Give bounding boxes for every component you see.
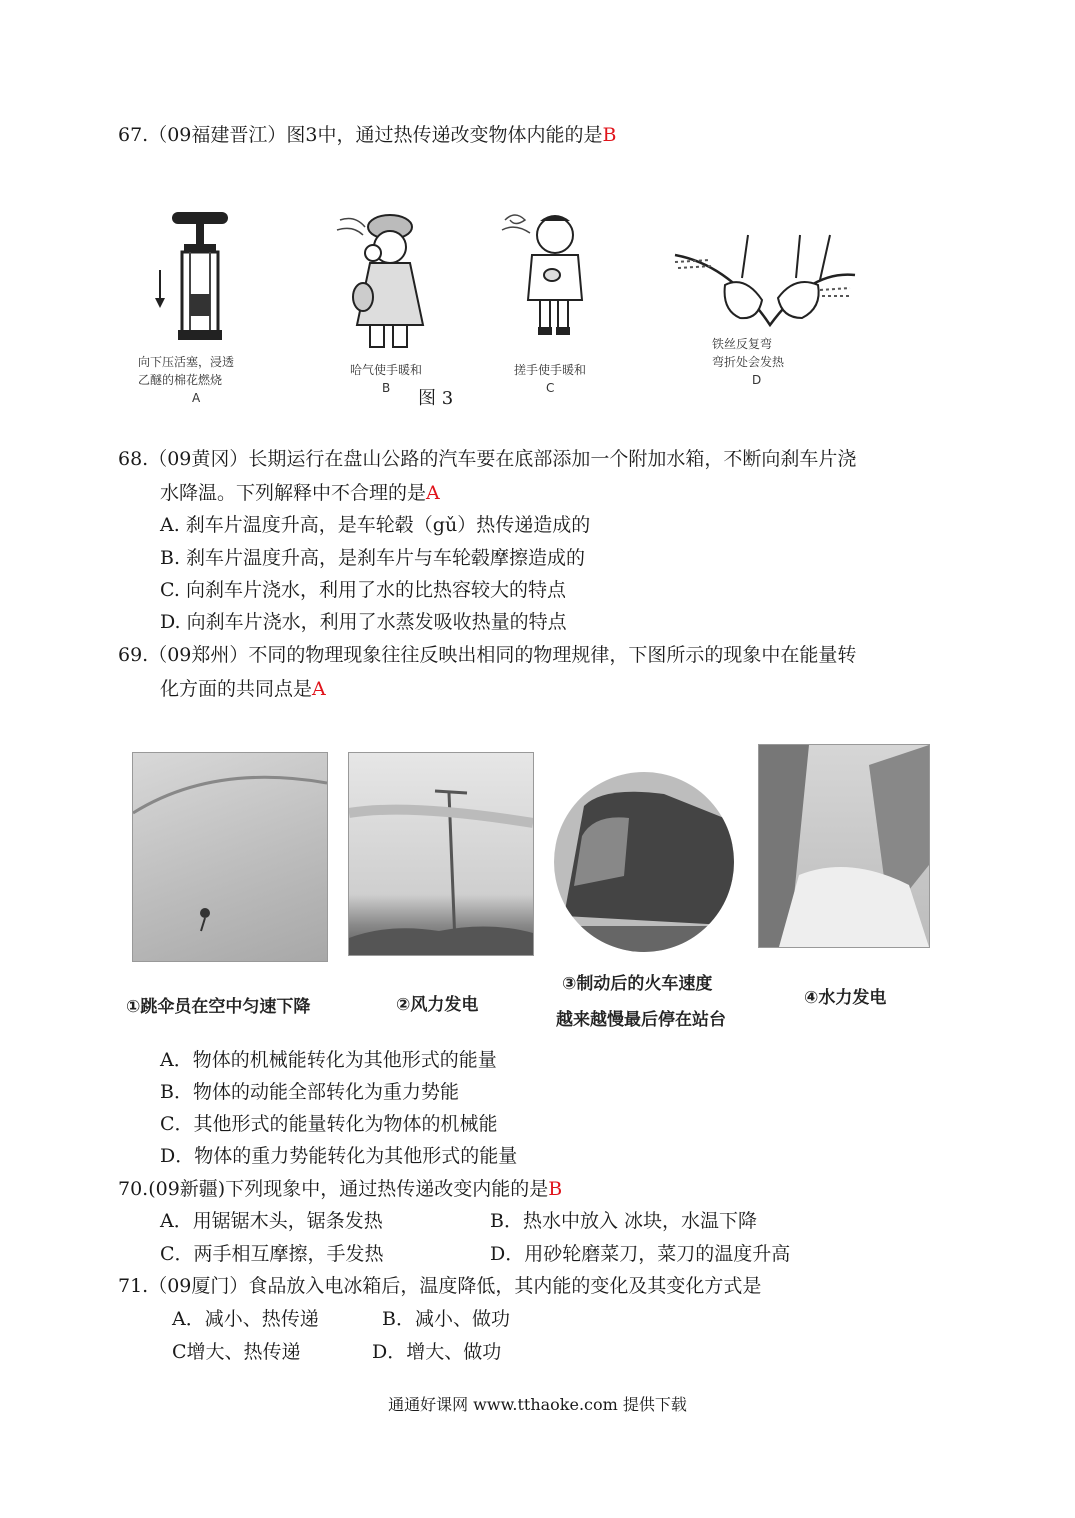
q70-stem: 70.(09新疆)下列现象中，通过热传递改变内能的是B [118,1178,563,1200]
q70-option-b: B．热水中放入 冰块，水温下降 [490,1210,758,1232]
q69-option-c: C．其他形式的能量转化为物体的机械能 [160,1113,498,1135]
q69-photo-caption-3: ③制动后的火车速度 [562,974,713,994]
wind-turbine-photo-icon [348,752,534,956]
q67-caption-d2: 弯折处会发热 [712,355,785,369]
q69-stem-line1: 69.（09郑州）不同的物理现象往往反映出相同的物理规律，下图所示的现象中在能量转 [118,644,857,666]
page-footer: 通通好课网 www.tthaoke.com 提供下载 [388,1395,687,1414]
q68-option-b: B. 刹车片温度升高，是刹车片与车轮毂摩擦造成的 [160,547,586,569]
q67-caption-d: 铁丝反复弯 [712,337,773,351]
q69-photo-caption-2: ②风力发电 [396,995,479,1015]
q68-option-d: D. 向刹车片浇水，利用了水蒸发吸收热量的特点 [160,611,567,633]
q70-option-a: A．用锯锯木头，锯条发热 [160,1210,383,1232]
q67-stem: 67.（09福建晋江）图3中，通过热传递改变物体内能的是B [118,124,617,146]
q67-letter-a: A [192,391,201,405]
q67-caption-a2: 乙醚的棉花燃烧 [138,373,223,387]
q67-caption-b: 哈气使手暖和 [350,363,423,377]
q68-option-a: A. 刹车片温度升高，是车轮毂（gǔ）热传递造成的 [160,514,591,536]
q71-option-d: D．增大、做功 [372,1341,502,1363]
q68-stem-line1: 68.（09黄冈）长期运行在盘山公路的汽车要在底部添加一个附加水箱，不断向刹车片浇 [118,448,857,470]
dam-photo-icon [758,744,930,948]
q70-option-d: D．用砂轮磨菜刀，菜刀的温度升高 [490,1243,791,1265]
q69-photo-caption-3b: 越来越慢最后停在站台 [556,1010,726,1030]
rubbing-hands-icon [500,205,605,340]
q67-caption-c: 搓手使手暖和 [514,363,587,377]
q69-option-a: A．物体的机械能转化为其他形式的能量 [160,1049,497,1071]
q70-answer: B [548,1178,563,1200]
q70-option-c: C．两手相互摩擦，手发热 [160,1243,384,1265]
q68-answer: A [426,482,440,504]
q69-option-b: B．物体的动能全部转化为重力势能 [160,1081,459,1103]
q69-option-d: D．物体的重力势能转化为其他形式的能量 [160,1145,518,1167]
q67-answer: B [602,124,617,146]
q67-caption-a: 向下压活塞，浸透 [138,355,235,369]
breathing-on-hands-icon [335,205,445,355]
q69-answer: A [312,678,326,700]
q68-stem-line2: 水降温。下列解释中不合理的是A [160,482,440,504]
q71-stem: 71.（09厦门）食品放入电冰箱后，温度降低，其内能的变化及其变化方式是 [118,1275,762,1297]
q71-option-b: B．减小、做功 [382,1308,510,1330]
q67-letter-c: C [546,381,555,395]
bending-wire-icon [670,230,860,340]
q69-stem-line2: 化方面的共同点是A [160,678,326,700]
q67-figure-caption: 图 3 [418,388,454,409]
q71-option-a: A．减小、热传递 [172,1308,319,1330]
q69-photo-caption-1: ①跳伞员在空中匀速下降 [126,997,311,1017]
q71-option-c: C增大、热传递 [172,1341,301,1363]
train-photo-icon [544,766,746,954]
q69-photo-caption-4: ④水力发电 [804,988,887,1008]
parachutist-photo-icon [132,752,328,962]
q67-letter-d: D [752,373,762,387]
q67-letter-b: B [382,381,391,395]
piston-cylinder-icon [150,210,250,350]
q68-option-c: C. 向刹车片浇水，利用了水的比热容较大的特点 [160,579,566,601]
